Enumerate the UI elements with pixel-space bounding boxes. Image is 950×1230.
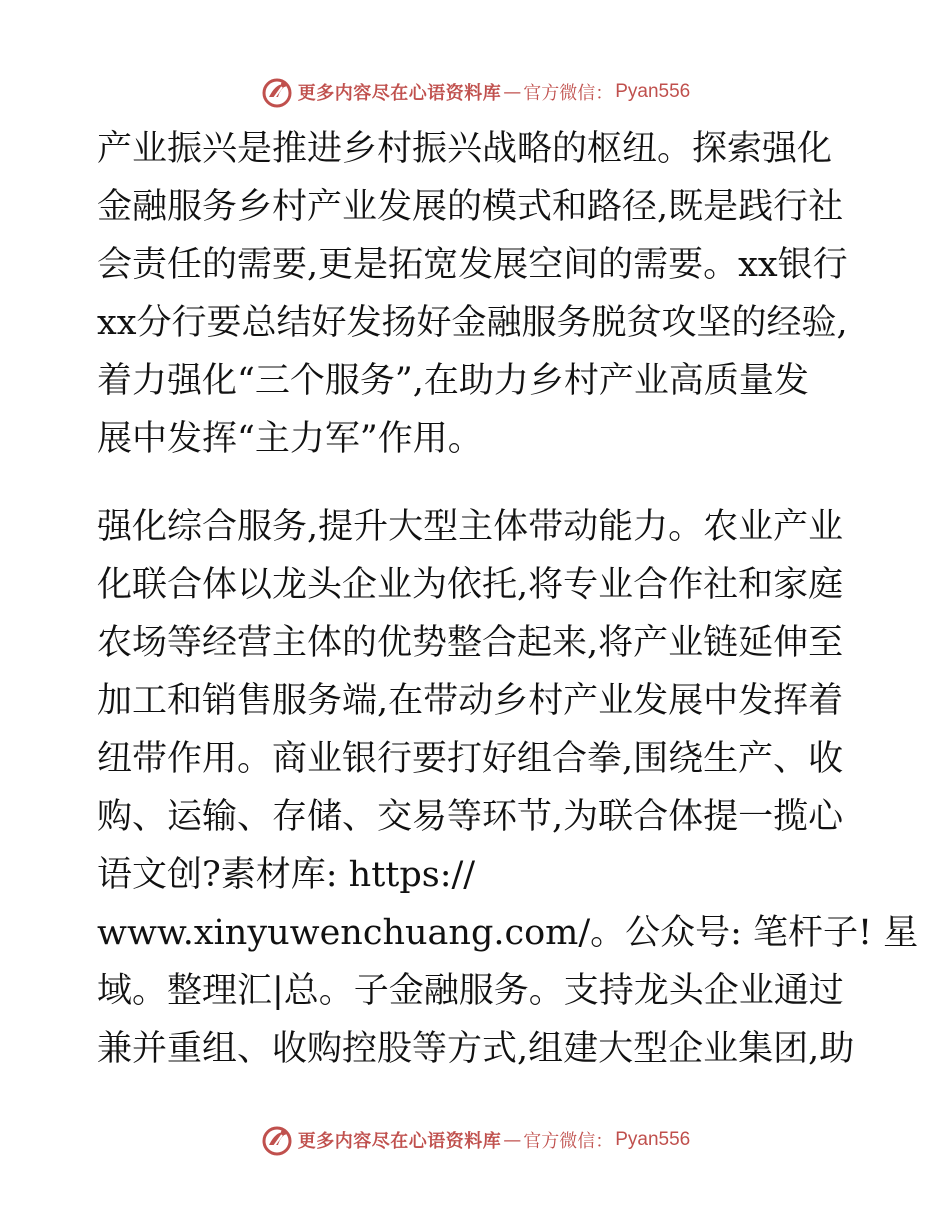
footer-dash: — (503, 1129, 522, 1151)
text-line: 兼并重组、收购控股等方式,组建大型企业集团,助 (97, 1029, 855, 1069)
logo-icon (260, 1123, 294, 1157)
text-line: 强化综合服务,提升大型主体带动能力。农业产业 (97, 507, 844, 547)
header-dash: — (503, 81, 522, 103)
document-body (97, 120, 919, 1078)
header-wechat-id: Pyan556 (615, 81, 691, 102)
text-line: 加工和销售服务端,在带动乡村产业发展中发挥着 (97, 681, 844, 721)
logo-icon (260, 75, 294, 109)
text-line: 化联合体以龙头企业为依托,将专业合作社和家庭 (97, 565, 844, 605)
text-line: 着力强化“三个服务”,在助力乡村产业高质量发 (97, 361, 809, 401)
text-line: 金融服务乡村产业发展的模式和路径,既是践行社 (97, 187, 844, 227)
text-line: 语文创?素材库: https:// (97, 855, 476, 895)
header-brand-text: 更多内容尽在心语资料库 (297, 83, 502, 104)
footer-wechat-id: Pyan556 (615, 1129, 691, 1150)
text-line: 产业振兴是推进乡村振兴战略的枢纽。探索强化 (97, 129, 833, 169)
header-wechat-label: 官方微信： (523, 83, 614, 104)
text-line: 农场等经营主体的优势整合起来,将产业链延伸至 (97, 623, 844, 663)
footer-brand-text: 更多内容尽在心语资料库 (297, 1131, 502, 1152)
paragraph-gap (97, 468, 857, 498)
text-line: 会责任的需要,更是拓宽发展空间的需要。xx银行 (97, 245, 848, 285)
paragraph-1 (97, 120, 857, 468)
text-line: 展中发挥“主力军”作用。 (97, 419, 483, 459)
footer-wechat-label: 官方微信： (523, 1131, 614, 1152)
header-banner (0, 72, 950, 112)
text-line: 纽带作用。商业银行要打好组合拳,围绕生产、收 (97, 739, 844, 779)
text-line: 域。整理汇|总。子金融服务。支持龙头企业通过 (97, 971, 844, 1011)
text-line: 购、运输、存储、交易等环节,为联合体提一揽心 (97, 797, 844, 837)
footer-banner (0, 1120, 950, 1160)
text-line: www.xinyuwenchuang.com/。公众号: 笔杆子! 星 (97, 913, 919, 953)
paragraph-2 (97, 498, 919, 1078)
text-line: xx分行要总结好发扬好金融服务脱贫攻坚的经验, (97, 303, 848, 343)
